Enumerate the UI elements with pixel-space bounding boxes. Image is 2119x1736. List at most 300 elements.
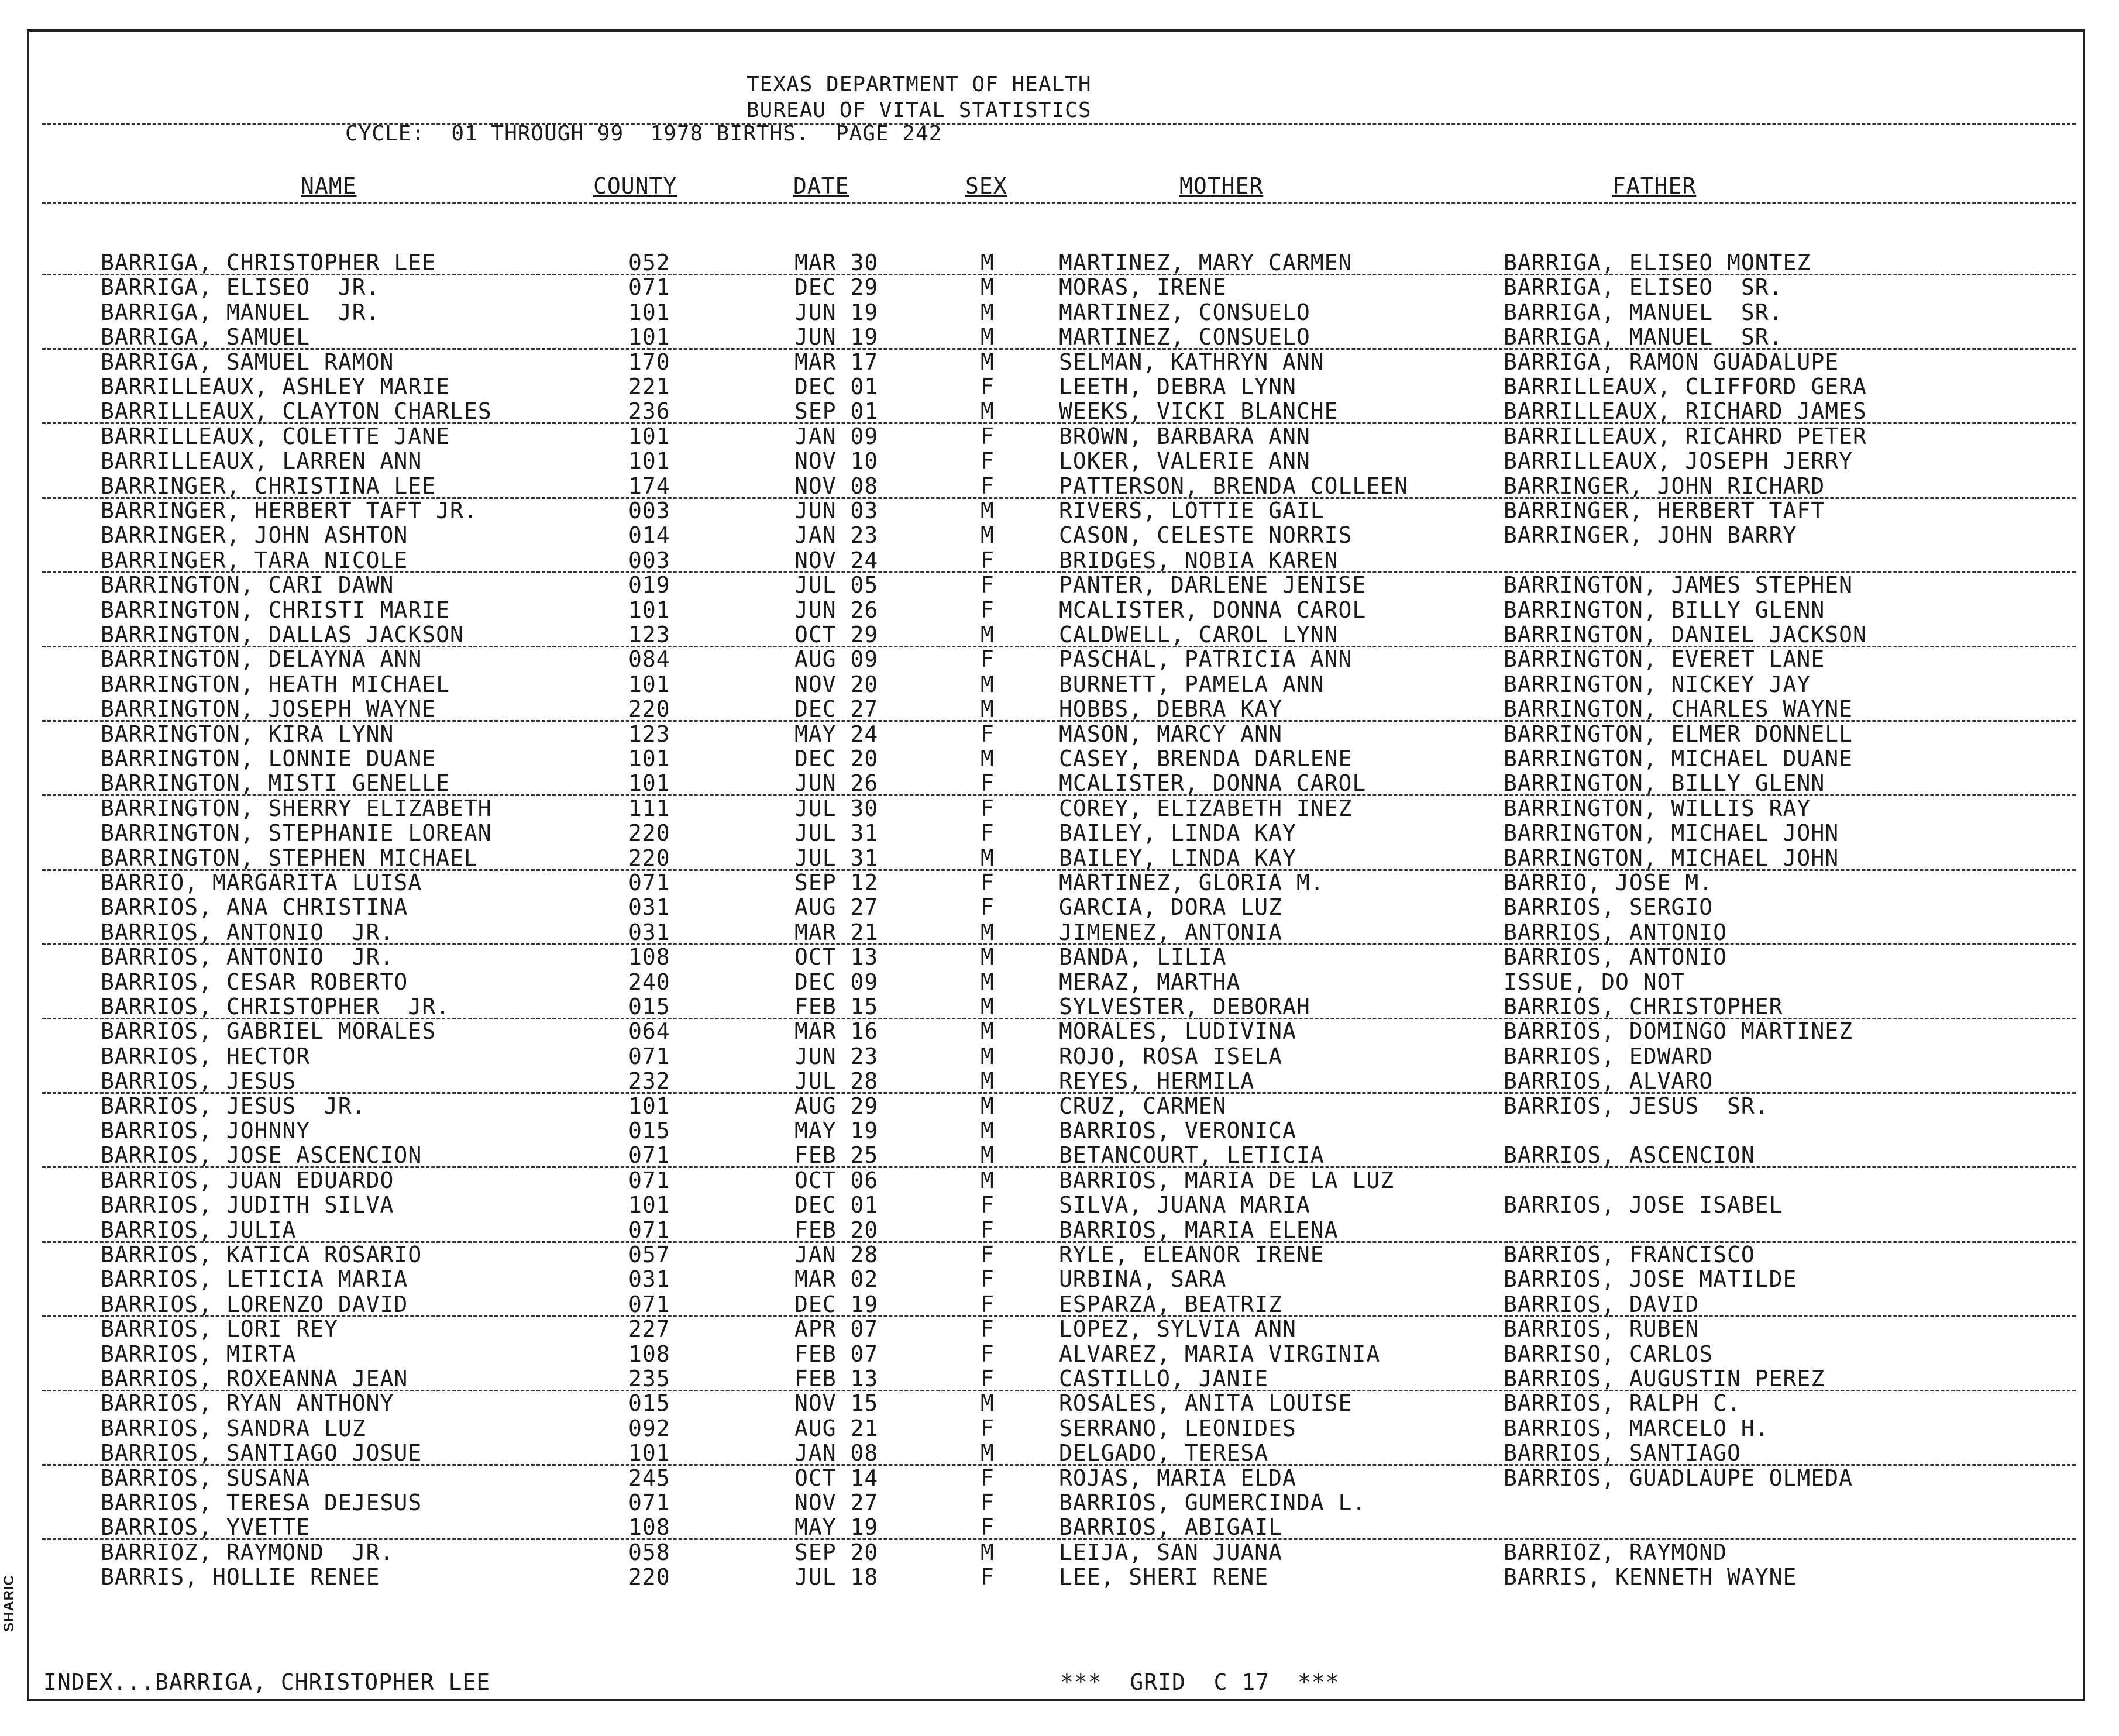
cell-county: 071 <box>628 1167 670 1193</box>
cell-sex: F <box>981 795 995 821</box>
cell-mother: URBINA, SARA <box>1059 1266 1227 1293</box>
cell-name: BARRINGER, HERBERT TAFT JR. <box>101 498 478 523</box>
cell-sex: F <box>981 1291 995 1317</box>
cell-county: 071 <box>628 870 670 895</box>
cell-mother: BARRIOS, MARIA DE LA LUZ <box>1059 1167 1395 1193</box>
cell-date: AUG 27 <box>794 894 879 921</box>
cell-date: JAN 28 <box>794 1242 879 1267</box>
cell-father: BARRINGER, HERBERT TAFT <box>1504 498 1825 523</box>
cell-mother: LOKER, VALERIE ANN <box>1059 448 1310 474</box>
cell-county: 019 <box>628 572 670 598</box>
column-header-divider <box>42 202 2076 204</box>
cell-father: BARRINGTON, DANIEL JACKSON <box>1504 622 1867 647</box>
cell-mother: ROJO, ROSA ISELA <box>1059 1043 1283 1069</box>
cell-county: 084 <box>628 646 670 673</box>
cell-father: BARRINGTON, JAMES STEPHEN <box>1504 572 1853 598</box>
cell-county: 014 <box>628 522 670 549</box>
cell-date: OCT 06 <box>794 1167 879 1193</box>
cell-mother: BROWN, BARBARA ANN <box>1059 423 1310 449</box>
cell-mother: COREY, ELIZABETH INEZ <box>1059 795 1353 821</box>
cell-date: OCT 13 <box>794 944 879 970</box>
cell-mother: JIMENEZ, ANTONIA <box>1059 919 1283 945</box>
cell-date: JUL 18 <box>794 1564 879 1590</box>
cell-county: 108 <box>628 1514 670 1541</box>
cell-name: BARRINGER, TARA NICOLE <box>101 547 408 573</box>
cell-date: JAN 09 <box>794 423 879 449</box>
cell-name: BARRIOS, KATICA ROSARIO <box>101 1242 422 1267</box>
cell-sex: M <box>981 746 995 771</box>
cell-mother: SELMAN, KATHRYN ANN <box>1059 349 1325 375</box>
cell-mother: RYLE, ELEANOR IRENE <box>1059 1242 1325 1267</box>
cell-date: OCT 14 <box>794 1465 879 1491</box>
cell-date: MAY 24 <box>794 721 879 747</box>
table-row <box>0 1391 2119 1415</box>
cell-county: 170 <box>628 349 670 375</box>
cell-mother: BAILEY, LINDA KAY <box>1059 845 1296 871</box>
cell-county: 220 <box>628 696 670 722</box>
cell-name: BARRIGA, SAMUEL <box>101 324 311 350</box>
cell-county: 015 <box>628 1390 670 1417</box>
cell-name: BARRIOS, JUAN EDUARDO <box>101 1167 394 1193</box>
cell-county: 092 <box>628 1415 670 1441</box>
cell-mother: LOPEZ, SYLVIA ANN <box>1059 1316 1296 1342</box>
cell-father: BARRIOS, ANTONIO <box>1504 919 1728 945</box>
table-row <box>0 1168 2119 1193</box>
cell-sex: F <box>981 374 995 399</box>
cell-father: BARRIS, KENNETH WAYNE <box>1504 1564 1797 1590</box>
cell-father: BARRINGTON, MICHAEL JOHN <box>1504 820 1839 846</box>
table-row <box>0 1118 2119 1143</box>
cell-date: JUL 30 <box>794 795 879 821</box>
cell-sex: M <box>981 671 995 697</box>
cell-county: 015 <box>628 994 670 1019</box>
table-row <box>0 994 2119 1019</box>
cell-name: BARRIOS, JUDITH SILVA <box>101 1192 394 1218</box>
cell-name: BARRINGTON, CHRISTI MARIE <box>101 597 450 623</box>
cell-mother: LEIJA, SAN JUANA <box>1059 1539 1283 1565</box>
cell-sex: M <box>981 969 995 995</box>
cell-name: BARRIOS, HECTOR <box>101 1043 311 1069</box>
cell-county: 101 <box>628 671 670 697</box>
cell-county: 235 <box>628 1366 670 1391</box>
column-header-name: NAME <box>301 173 357 199</box>
cell-sex: F <box>981 1415 995 1441</box>
cell-father: BARRIOZ, RAYMOND <box>1504 1539 1728 1565</box>
cell-sex: M <box>981 1142 995 1169</box>
cell-mother: BARRIOS, ABIGAIL <box>1059 1514 1283 1541</box>
cell-date: NOV 15 <box>794 1390 879 1417</box>
cell-father: BARRIOS, SANTIAGO <box>1504 1440 1741 1466</box>
cell-county: 221 <box>628 374 670 399</box>
cell-county: 101 <box>628 746 670 771</box>
cell-name: BARRILLEAUX, CLAYTON CHARLES <box>101 398 492 425</box>
footer-grid: *** GRID C 17 *** <box>1060 1669 1340 1695</box>
table-row <box>0 722 2119 746</box>
cell-sex: F <box>981 1341 995 1367</box>
cell-date: MAR 02 <box>794 1266 879 1293</box>
cell-county: 052 <box>628 250 670 275</box>
table-row <box>0 1267 2119 1291</box>
cell-father: ISSUE, DO NOT <box>1504 969 1685 995</box>
cell-mother: SILVA, JUANA MARIA <box>1059 1192 1310 1218</box>
table-row <box>0 598 2119 622</box>
cell-sex: M <box>981 498 995 523</box>
cell-mother: MARTINEZ, CONSUELO <box>1059 299 1310 325</box>
cell-name: BARRIOS, SANTIAGO JOSUE <box>101 1440 422 1466</box>
cell-county: 101 <box>628 448 670 474</box>
cell-father: BARRINGTON, NICKEY JAY <box>1504 671 1811 697</box>
cell-name: BARRIOS, ANTONIO JR. <box>101 944 394 970</box>
cell-date: DEC 19 <box>794 1291 879 1317</box>
cell-county: 101 <box>628 423 670 449</box>
cell-date: SEP 12 <box>794 870 879 895</box>
cell-name: BARRIOS, JULIA <box>101 1217 297 1243</box>
table-row <box>0 672 2119 697</box>
cell-county: 101 <box>628 597 670 623</box>
cell-date: FEB 13 <box>794 1366 879 1391</box>
cell-mother: SERRANO, LEONIDES <box>1059 1415 1296 1441</box>
table-row <box>0 1292 2119 1317</box>
cell-name: BARRIOS, YVETTE <box>101 1514 311 1541</box>
cell-mother: BURNETT, PAMELA ANN <box>1059 671 1325 697</box>
table-row <box>0 374 2119 399</box>
cell-name: BARRIGA, CHRISTOPHER LEE <box>101 250 436 275</box>
cell-county: 071 <box>628 1142 670 1169</box>
cell-date: AUG 29 <box>794 1093 879 1119</box>
cell-mother: LEE, SHERI RENE <box>1059 1564 1269 1590</box>
table-row <box>0 498 2119 523</box>
cell-father: BARRIOS, ALVARO <box>1504 1068 1714 1094</box>
cell-name: BARRIGA, SAMUEL RAMON <box>101 349 394 375</box>
cell-name: BARRIOS, GABRIEL MORALES <box>101 1018 436 1045</box>
cell-name: BARRIOS, ROXEANNA JEAN <box>101 1366 408 1391</box>
table-row <box>0 573 2119 597</box>
cell-mother: ROJAS, MARIA ELDA <box>1059 1465 1296 1491</box>
cell-mother: MARTINEZ, GLORIA M. <box>1059 870 1325 895</box>
table-row <box>0 1193 2119 1217</box>
table-row <box>0 870 2119 895</box>
cell-date: JUN 26 <box>794 597 879 623</box>
cell-name: BARRINGTON, KIRA LYNN <box>101 721 394 747</box>
cell-mother: MARTINEZ, MARY CARMEN <box>1059 250 1353 275</box>
cell-county: 174 <box>628 473 670 499</box>
table-row <box>0 1218 2119 1242</box>
table-row <box>0 250 2119 275</box>
table-row <box>0 796 2119 821</box>
cell-name: BARRIOS, ANA CHRISTINA <box>101 894 408 921</box>
cell-father: BARRIOS, CHRISTOPHER <box>1504 994 1783 1019</box>
cell-name: BARRIO, MARGARITA LUISA <box>101 870 422 895</box>
cell-name: BARRIOS, JESUS JR. <box>101 1093 366 1119</box>
cell-sex: F <box>981 870 995 895</box>
cell-father: BARRIO, JOSE M. <box>1504 870 1714 895</box>
cell-name: BARRIS, HOLLIE RENEE <box>101 1564 380 1590</box>
cell-sex: M <box>981 299 995 325</box>
cell-county: 101 <box>628 1093 670 1119</box>
cell-date: FEB 20 <box>794 1217 879 1243</box>
cell-sex: F <box>981 1514 995 1541</box>
cell-mother: BARRIOS, MARIA ELENA <box>1059 1217 1339 1243</box>
table-row <box>0 474 2119 498</box>
cell-name: BARRINGER, JOHN ASHTON <box>101 522 408 549</box>
cell-county: 031 <box>628 919 670 945</box>
table-row <box>0 1565 2119 1589</box>
cell-date: MAR 16 <box>794 1018 879 1045</box>
cell-date: NOV 20 <box>794 671 879 697</box>
table-row <box>0 1094 2119 1118</box>
table-row <box>0 1515 2119 1539</box>
table-row <box>0 1143 2119 1167</box>
cell-date: DEC 09 <box>794 969 879 995</box>
table-row <box>0 424 2119 449</box>
cell-sex: M <box>981 522 995 549</box>
cell-mother: ALVAREZ, MARIA VIRGINIA <box>1059 1341 1381 1367</box>
cell-county: 220 <box>628 820 670 846</box>
cell-name: BARRINGTON, SHERRY ELIZABETH <box>101 795 492 821</box>
cell-name: BARRIOS, MIRTA <box>101 1341 297 1367</box>
cell-date: JUL 05 <box>794 572 879 598</box>
cell-mother: BARRIOS, GUMERCINDA L. <box>1059 1490 1367 1515</box>
column-header-sex: SEX <box>965 173 1007 199</box>
cell-county: 123 <box>628 622 670 647</box>
cell-name: BARRIOS, LORENZO DAVID <box>101 1291 408 1317</box>
cell-date: FEB 15 <box>794 994 879 1019</box>
cell-name: BARRIOS, LETICIA MARIA <box>101 1266 408 1293</box>
cell-father: BARRIGA, ELISEO SR. <box>1504 274 1783 301</box>
cell-date: FEB 07 <box>794 1341 879 1367</box>
header-bureau: BUREAU OF VITAL STATISTICS <box>747 98 1092 122</box>
table-row <box>0 746 2119 771</box>
cell-father: BARRINGTON, EVERET LANE <box>1504 646 1825 673</box>
cell-father: BARRIOS, RUBEN <box>1504 1316 1700 1342</box>
cell-date: MAR 30 <box>794 250 879 275</box>
cell-father: BARRILLEAUX, RICAHRD PETER <box>1504 423 1867 449</box>
cell-father: BARRIOS, FRANCISCO <box>1504 1242 1755 1267</box>
cell-sex: F <box>981 1564 995 1590</box>
cell-county: 232 <box>628 1068 670 1094</box>
cell-father: BARRIOS, JESUS SR. <box>1504 1093 1769 1119</box>
cell-county: 220 <box>628 845 670 871</box>
cell-name: BARRIOS, SANDRA LUZ <box>101 1415 366 1441</box>
cell-father: BARRIGA, ELISEO MONTEZ <box>1504 250 1811 275</box>
cell-name: BARRIGA, MANUEL JR. <box>101 299 380 325</box>
cell-date: FEB 25 <box>794 1142 879 1169</box>
cell-sex: M <box>981 1539 995 1565</box>
table-row <box>0 771 2119 795</box>
cell-father: BARRINGER, JOHN RICHARD <box>1504 473 1825 499</box>
cell-county: 240 <box>628 969 670 995</box>
cell-sex: M <box>981 622 995 647</box>
cell-date: NOV 08 <box>794 473 879 499</box>
cell-sex: M <box>981 919 995 945</box>
cell-name: BARRINGER, CHRISTINA LEE <box>101 473 436 499</box>
cell-father: BARRIOS, MARCELO H. <box>1504 1415 1769 1441</box>
cell-sex: M <box>981 994 995 1019</box>
cell-sex: M <box>981 324 995 350</box>
header-cycle: CYCLE: 01 THROUGH 99 1978 BIRTHS. PAGE 242 <box>345 122 942 146</box>
cell-sex: F <box>981 1490 995 1515</box>
cell-sex: M <box>981 1118 995 1143</box>
cell-date: NOV 24 <box>794 547 879 573</box>
cell-date: SEP 01 <box>794 398 879 425</box>
cell-mother: RIVERS, LOTTIE GAIL <box>1059 498 1325 523</box>
cell-mother: BETANCOURT, LETICIA <box>1059 1142 1325 1169</box>
cell-father: BARRIOS, DAVID <box>1504 1291 1700 1317</box>
cell-father: BARRINGTON, ELMER DONNELL <box>1504 721 1853 747</box>
cell-date: MAR 17 <box>794 349 879 375</box>
cell-name: BARRINGTON, DALLAS JACKSON <box>101 622 464 647</box>
cell-sex: M <box>981 1043 995 1069</box>
cell-mother: CASEY, BRENDA DARLENE <box>1059 746 1353 771</box>
cell-father: BARRIOS, EDWARD <box>1504 1043 1714 1069</box>
table-row <box>0 1317 2119 1341</box>
cell-mother: CASTILLO, JANIE <box>1059 1366 1269 1391</box>
cell-county: 031 <box>628 1266 670 1293</box>
cell-mother: BARRIOS, VERONICA <box>1059 1118 1296 1143</box>
cell-name: BARRINGTON, JOSEPH WAYNE <box>101 696 436 722</box>
cell-mother: HOBBS, DEBRA KAY <box>1059 696 1283 722</box>
cell-sex: F <box>981 820 995 846</box>
table-row <box>0 945 2119 969</box>
cell-date: AUG 21 <box>794 1415 879 1441</box>
cell-father: BARRILLEAUX, RICHARD JAMES <box>1504 398 1867 425</box>
cell-sex: F <box>981 448 995 474</box>
cell-sex: M <box>981 845 995 871</box>
table-row <box>0 920 2119 945</box>
cell-father: BARRIOS, DOMINGO MARTINEZ <box>1504 1018 1853 1045</box>
cell-mother: GARCIA, DORA LUZ <box>1059 894 1283 921</box>
cell-name: BARRINGTON, MISTI GENELLE <box>101 770 450 797</box>
cell-county: 101 <box>628 299 670 325</box>
cell-sex: M <box>981 944 995 970</box>
cell-county: 057 <box>628 1242 670 1267</box>
footer-index: INDEX...BARRIGA, CHRISTOPHER LEE <box>43 1669 491 1695</box>
table-row <box>0 1540 2119 1565</box>
table-row <box>0 449 2119 473</box>
cell-name: BARRINGTON, STEPHEN MICHAEL <box>101 845 478 871</box>
cell-mother: DELGADO, TERESA <box>1059 1440 1269 1466</box>
table-row <box>0 1069 2119 1093</box>
column-header-date: DATE <box>793 173 849 199</box>
cell-mother: REYES, HERMILA <box>1059 1068 1255 1094</box>
cell-name: BARRINGTON, CARI DAWN <box>101 572 394 598</box>
column-header-county: COUNTY <box>593 173 677 199</box>
cell-name: BARRIOS, ANTONIO JR. <box>101 919 394 945</box>
cell-mother: MORALES, LUDIVINA <box>1059 1018 1296 1045</box>
cell-date: DEC 27 <box>794 696 879 722</box>
cell-name: BARRINGTON, DELAYNA ANN <box>101 646 422 673</box>
cell-father: BARRINGTON, BILLY GLENN <box>1504 770 1825 797</box>
cell-father: BARRISO, CARLOS <box>1504 1341 1714 1367</box>
cell-sex: F <box>981 1366 995 1391</box>
cell-county: 101 <box>628 1192 670 1218</box>
table-row <box>0 647 2119 671</box>
cell-sex: F <box>981 1266 995 1293</box>
cell-date: JUL 31 <box>794 820 879 846</box>
cell-father: BARRIGA, RAMON GUADALUPE <box>1504 349 1839 375</box>
cell-date: JUN 26 <box>794 770 879 797</box>
cell-date: JAN 08 <box>794 1440 879 1466</box>
cell-sex: M <box>981 1440 995 1466</box>
table-row <box>0 548 2119 573</box>
cell-county: 031 <box>628 894 670 921</box>
cell-county: 108 <box>628 1341 670 1367</box>
cell-mother: MCALISTER, DONNA CAROL <box>1059 770 1367 797</box>
cell-name: BARRIOS, RYAN ANTHONY <box>101 1390 394 1417</box>
cell-date: JUN 19 <box>794 299 879 325</box>
cell-name: BARRINGTON, HEATH MICHAEL <box>101 671 450 697</box>
column-header-father: FATHER <box>1612 173 1697 199</box>
cell-date: MAR 21 <box>794 919 879 945</box>
cell-father: BARRIOS, ASCENCION <box>1504 1142 1755 1169</box>
cell-mother: CALDWELL, CAROL LYNN <box>1059 622 1339 647</box>
cell-name: BARRIOS, JOHNNY <box>101 1118 311 1143</box>
cell-county: 101 <box>628 770 670 797</box>
table-row <box>0 1044 2119 1069</box>
cell-sex: M <box>981 1390 995 1417</box>
cell-date: JUN 23 <box>794 1043 879 1069</box>
cell-father: BARRIOS, JOSE MATILDE <box>1504 1266 1797 1293</box>
table-row <box>0 1466 2119 1490</box>
cell-county: 111 <box>628 795 670 821</box>
cell-father: BARRIOS, GUADLAUPE OLMEDA <box>1504 1465 1853 1491</box>
cell-name: BARRIOS, JOSE ASCENCION <box>101 1142 422 1169</box>
cell-date: AUG 09 <box>794 646 879 673</box>
cell-mother: PANTER, DARLENE JENISE <box>1059 572 1367 598</box>
cell-date: JUN 03 <box>794 498 879 523</box>
table-row <box>0 1019 2119 1043</box>
cell-sex: F <box>981 721 995 747</box>
cell-county: 236 <box>628 398 670 425</box>
cell-sex: M <box>981 1018 995 1045</box>
cell-mother: ESPARZA, BEATRIZ <box>1059 1291 1283 1317</box>
cell-county: 064 <box>628 1018 670 1045</box>
cell-date: OCT 29 <box>794 622 879 647</box>
cell-sex: F <box>981 646 995 673</box>
table-row <box>0 697 2119 721</box>
cell-sex: F <box>981 597 995 623</box>
cell-mother: MORAS, IRENE <box>1059 274 1227 301</box>
cell-mother: PATTERSON, BRENDA COLLEEN <box>1059 473 1408 499</box>
cell-sex: F <box>981 894 995 921</box>
cell-county: 071 <box>628 1043 670 1069</box>
cell-sex: F <box>981 572 995 598</box>
cell-mother: MARTINEZ, CONSUELO <box>1059 324 1310 350</box>
cell-mother: PASCHAL, PATRICIA ANN <box>1059 646 1353 673</box>
cell-mother: ROSALES, ANITA LOUISE <box>1059 1390 1353 1417</box>
cell-county: 071 <box>628 1490 670 1515</box>
cell-mother: MASON, MARCY ANN <box>1059 721 1283 747</box>
table-row <box>0 325 2119 349</box>
cell-date: JUN 19 <box>794 324 879 350</box>
cell-sex: M <box>981 1068 995 1094</box>
cell-father: BARRIGA, MANUEL SR. <box>1504 324 1783 350</box>
cell-county: 101 <box>628 1440 670 1466</box>
cell-sex: F <box>981 1242 995 1267</box>
cell-mother: BAILEY, LINDA KAY <box>1059 820 1296 846</box>
cell-date: DEC 20 <box>794 746 879 771</box>
cell-sex: M <box>981 349 995 375</box>
cell-father: BARRIOS, AUGUSTIN PEREZ <box>1504 1366 1825 1391</box>
cell-father: BARRIOS, ANTONIO <box>1504 944 1728 970</box>
cell-name: BARRIOS, CHRISTOPHER JR. <box>101 994 450 1019</box>
cell-name: BARRIOS, TERESA DEJESUS <box>101 1490 422 1515</box>
cell-name: BARRIGA, ELISEO JR. <box>101 274 380 301</box>
table-row <box>0 1366 2119 1391</box>
cell-sex: M <box>981 250 995 275</box>
cell-date: DEC 01 <box>794 1192 879 1218</box>
cell-father: BARRINGTON, BILLY GLENN <box>1504 597 1825 623</box>
